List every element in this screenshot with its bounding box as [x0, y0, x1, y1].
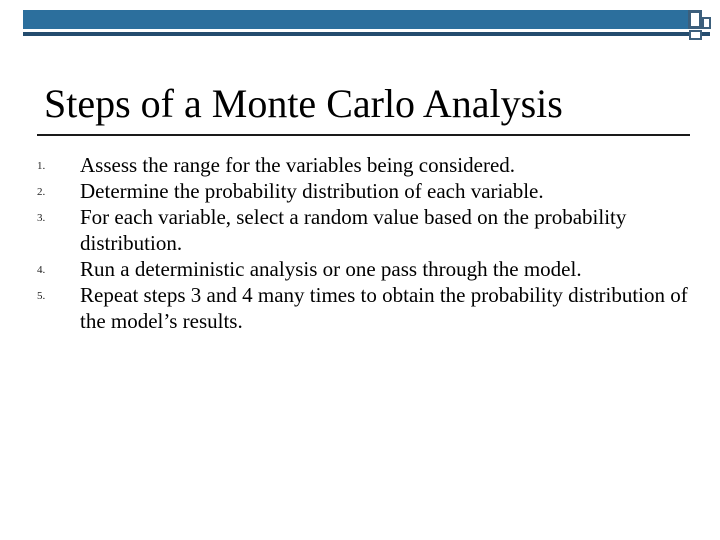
list-item [0, 256, 700, 282]
step-text: Assess the range for the variables being considered. [80, 153, 516, 177]
step-text: For each variable, select a random value based on the probability distribution. [80, 205, 627, 255]
corner-square-small-icon [702, 17, 711, 29]
step-number: 1. [37, 160, 46, 172]
step-text: Determine the probability distribution of each variable. [80, 179, 544, 203]
header-band [23, 10, 688, 29]
corner-square-bottom-icon [689, 30, 702, 40]
step-number: 2. [37, 186, 46, 198]
list-item [0, 204, 700, 256]
corner-square-icon [688, 10, 702, 29]
steps-list [0, 152, 700, 334]
step-text: Run a deterministic analysis or one pass through the model. [80, 257, 582, 281]
step-number: 5. [37, 290, 46, 302]
step-number: 4. [37, 264, 46, 276]
list-item [0, 178, 700, 204]
header-rule [23, 32, 710, 36]
slide-title: Steps of a Monte Carlo Analysis [44, 81, 563, 126]
title-underline [37, 134, 690, 136]
list-item [0, 152, 700, 178]
list-item [0, 282, 700, 334]
step-number: 3. [37, 212, 46, 224]
step-text: Repeat steps 3 and 4 many times to obtain the probability distribution of the model’s results. [80, 283, 688, 333]
